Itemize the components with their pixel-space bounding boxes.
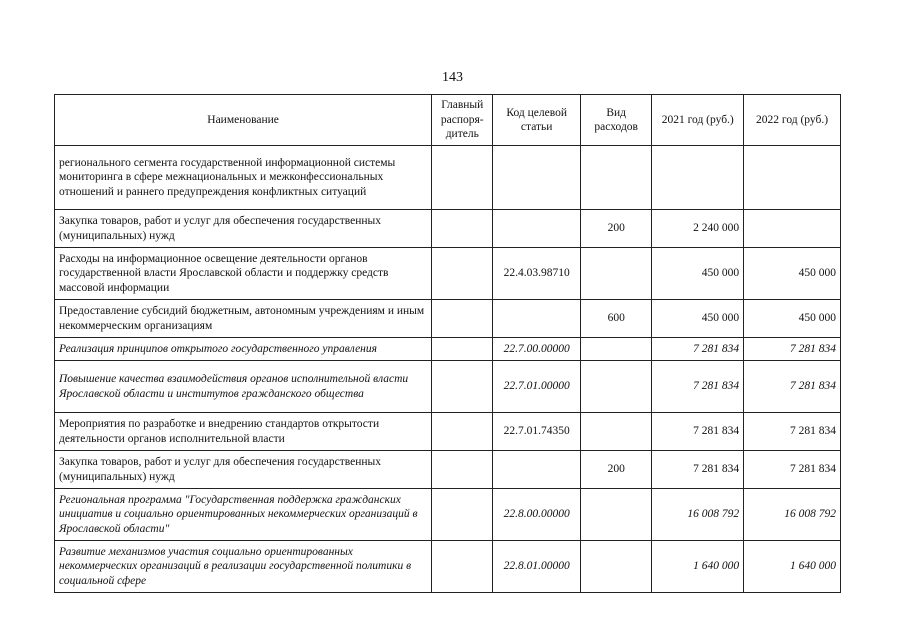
cell-2021: 7 281 834 bbox=[652, 338, 744, 361]
cell-2022: 450 000 bbox=[744, 300, 841, 338]
cell-2022: 16 008 792 bbox=[744, 489, 841, 541]
cell-name: Закупка товаров, работ и услуг для обеспечения государственных (муниципальных) нужд bbox=[55, 210, 432, 248]
cell-2022: 7 281 834 bbox=[744, 413, 841, 451]
cell-type bbox=[581, 361, 652, 413]
header-admin: Главный распоря-дитель bbox=[432, 95, 493, 146]
table-row bbox=[55, 489, 841, 541]
cell-type: 600 bbox=[581, 300, 652, 338]
cell-code bbox=[493, 146, 581, 210]
cell-code: 22.7.01.00000 bbox=[493, 361, 581, 413]
cell-type bbox=[581, 338, 652, 361]
cell-2021: 7 281 834 bbox=[652, 361, 744, 413]
cell-admin bbox=[432, 146, 493, 210]
cell-2022 bbox=[744, 146, 841, 210]
cell-2021: 2 240 000 bbox=[652, 210, 744, 248]
cell-name: Развитие механизмов участия социально ориентированных некоммерческих организаций в реализации государственной политики в социальной сфере bbox=[55, 541, 432, 593]
cell-name: Региональная программа "Государственная поддержка гражданских инициатив и социально ориентированных некоммерческих организаций в Ярославской области" bbox=[55, 489, 432, 541]
cell-admin bbox=[432, 338, 493, 361]
cell-code: 22.4.03.98710 bbox=[493, 248, 581, 300]
cell-admin bbox=[432, 248, 493, 300]
cell-2021: 7 281 834 bbox=[652, 451, 744, 489]
cell-2022: 7 281 834 bbox=[744, 451, 841, 489]
cell-admin bbox=[432, 451, 493, 489]
cell-admin bbox=[432, 489, 493, 541]
cell-type bbox=[581, 248, 652, 300]
table-row bbox=[55, 451, 841, 489]
cell-name: регионального сегмента государственной информационной системы мониторинга в сфере межнациональных и межконфессиональных отношений и раннего предупреждения конфликтных ситуаций bbox=[55, 146, 432, 210]
header-2021: 2021 год (руб.) bbox=[652, 95, 744, 146]
cell-2021: 7 281 834 bbox=[652, 413, 744, 451]
cell-name: Закупка товаров, работ и услуг для обеспечения государственных (муниципальных) нужд bbox=[55, 451, 432, 489]
cell-code bbox=[493, 451, 581, 489]
table-row bbox=[55, 541, 841, 593]
header-type: Вид расходов bbox=[581, 95, 652, 146]
table-row bbox=[55, 361, 841, 413]
cell-type: 200 bbox=[581, 210, 652, 248]
cell-code bbox=[493, 210, 581, 248]
table-row bbox=[55, 248, 841, 300]
cell-2021: 450 000 bbox=[652, 300, 744, 338]
table-row bbox=[55, 300, 841, 338]
budget-table bbox=[54, 94, 841, 593]
cell-type bbox=[581, 146, 652, 210]
header-row bbox=[55, 95, 841, 146]
cell-type bbox=[581, 541, 652, 593]
cell-2022: 7 281 834 bbox=[744, 361, 841, 413]
cell-2021 bbox=[652, 146, 744, 210]
header-name: Наименование bbox=[55, 95, 432, 146]
cell-2021: 16 008 792 bbox=[652, 489, 744, 541]
cell-2021: 450 000 bbox=[652, 248, 744, 300]
cell-2022: 1 640 000 bbox=[744, 541, 841, 593]
cell-admin bbox=[432, 413, 493, 451]
table-row bbox=[55, 413, 841, 451]
cell-code: 22.7.01.74350 bbox=[493, 413, 581, 451]
cell-admin bbox=[432, 361, 493, 413]
cell-name: Реализация принципов открытого государственного управления bbox=[55, 338, 432, 361]
cell-name: Мероприятия по разработке и внедрению стандартов открытости деятельности органов исполнительной власти bbox=[55, 413, 432, 451]
table-row bbox=[55, 146, 841, 210]
cell-type: 200 bbox=[581, 451, 652, 489]
page-number: 143 bbox=[442, 70, 463, 85]
cell-code: 22.8.01.00000 bbox=[493, 541, 581, 593]
cell-name: Расходы на информационное освещение деятельности органов государственной власти Ярославской области и поддержку средств массовой информации bbox=[55, 248, 432, 300]
cell-type bbox=[581, 489, 652, 541]
cell-type bbox=[581, 413, 652, 451]
cell-name: Предоставление субсидий бюджетным, автономным учреждениям и иным некоммерческим организациям bbox=[55, 300, 432, 338]
cell-code: 22.8.00.00000 bbox=[493, 489, 581, 541]
cell-admin bbox=[432, 541, 493, 593]
cell-name: Повышение качества взаимодействия органов исполнительной власти Ярославской области и институтов гражданского общества bbox=[55, 361, 432, 413]
table-row bbox=[55, 210, 841, 248]
header-2022: 2022 год (руб.) bbox=[744, 95, 841, 146]
cell-admin bbox=[432, 300, 493, 338]
cell-2022 bbox=[744, 210, 841, 248]
cell-code: 22.7.00.00000 bbox=[493, 338, 581, 361]
cell-2021: 1 640 000 bbox=[652, 541, 744, 593]
cell-2022: 450 000 bbox=[744, 248, 841, 300]
cell-admin bbox=[432, 210, 493, 248]
cell-2022: 7 281 834 bbox=[744, 338, 841, 361]
header-code: Код целевой статьи bbox=[493, 95, 581, 146]
table-row bbox=[55, 338, 841, 361]
cell-code bbox=[493, 300, 581, 338]
